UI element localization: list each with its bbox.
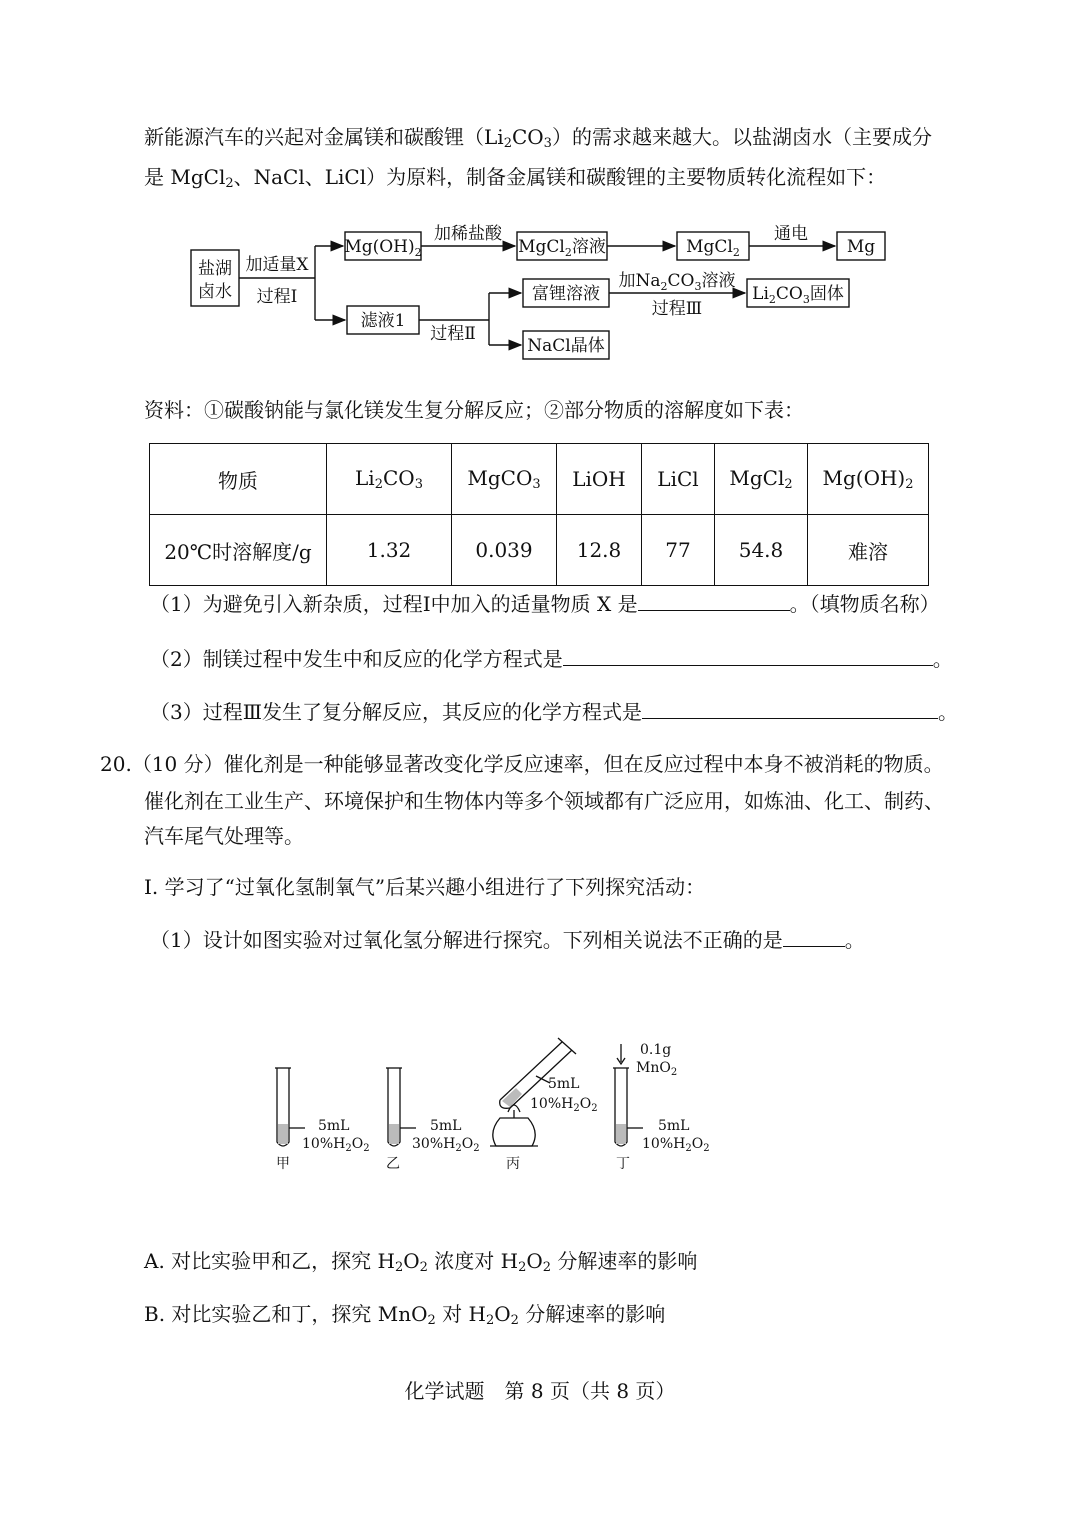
option-b: B. 对比实验乙和丁，探究 MnO$_2$ 对 $H_2O_2$ 分解速率的影响 [144, 1302, 666, 1328]
table-cell: 难溶 [808, 515, 929, 586]
answer-blank-20-1[interactable] [783, 926, 845, 947]
question-20-line-1: 20.（10 分）催化剂是一种能够显著改变化学反应速率，但在反应过程中本身不被消耗的物质。 [100, 752, 944, 776]
info-line: 资料：①碳酸钠能与氯化镁发生复分解反应；②部分物质的溶解度如下表： [144, 398, 804, 422]
table-cell: 54.8 [715, 515, 808, 586]
table-col-mgoh2: $Mg(OH)_2$ [808, 444, 929, 515]
intro-line-2: 是 MgCl$_2$、NaCl、LiCl）为原料，制备金属镁和碳酸锂的主要物质转化流程如下： [144, 165, 887, 191]
step2-process: 过程Ⅱ [430, 324, 476, 344]
conc-label-ding: $10\%H_2O_2$ [642, 1136, 710, 1154]
nacl-label: NaCl晶体 [527, 336, 605, 356]
liquid-jia [278, 1124, 288, 1144]
conc-label-jia: $10\%H_2O_2$ [302, 1136, 370, 1154]
table-col-li2co3: $Li_2CO_3$ [327, 444, 452, 515]
solubility-table [149, 443, 929, 586]
answer-blank-19-3[interactable] [642, 698, 938, 719]
table-header-label: 物质 [150, 444, 327, 515]
question-19-3: （3）过程Ⅲ发生了复分解反应，其反应的化学方程式是 。 [150, 700, 959, 724]
experiment-apparatus-figure [260, 1028, 740, 1178]
filtrate-label: 滤液1 [360, 311, 406, 331]
table-cell: 1.32 [327, 515, 452, 586]
label-jia: 甲 [276, 1156, 290, 1172]
brine-label-1: 盐湖 [198, 259, 232, 279]
mgcl2-solution-label: MgCl$_2$溶液 [518, 237, 606, 259]
liquid-yi [389, 1124, 399, 1144]
option-a: A. 对比实验甲和乙，探究 $H_2O_2$ 浓度对 $H_2O_2$ 分解速率的影响 [144, 1249, 698, 1275]
table-col-mgco3: MgCO$_3$ [452, 444, 557, 515]
process-flow-diagram [185, 218, 905, 368]
table-col-mgcl2: MgCl$_2$ [715, 444, 808, 515]
table-row [150, 515, 929, 586]
liquid-bing [502, 1088, 522, 1107]
table-cell: 12.8 [557, 515, 642, 586]
answer-blank-19-1[interactable] [638, 590, 790, 611]
conc-label-bing: $10\%H_2O_2$ [530, 1096, 598, 1114]
step1-process: 过程Ⅰ [256, 287, 298, 307]
question-20-line-2: 催化剂在工业生产、环境保护和生物体内等多个领域都有广泛应用，如炼油、化工、制药、 [144, 789, 944, 813]
table-header-row [150, 444, 929, 515]
table-cell: 77 [642, 515, 715, 586]
label-bing: 丙 [506, 1156, 520, 1172]
question-19-1: （1）为避免引入新杂质，过程Ⅰ中加入的适量物质 X 是 。（填物质名称） [150, 592, 940, 616]
label-yi: 乙 [386, 1156, 400, 1172]
vol-label-bing: 5mL [548, 1076, 580, 1092]
intro-line-1: 新能源汽车的兴起对金属镁和碳酸锂$(Li_2CO_3)$的需求越来越大。以盐湖卤水（主要成分 [144, 125, 932, 151]
question-20-sub-1: （1）设计如图实验对过氧化氢分解进行探究。下列相关说法不正确的是 。 [150, 928, 865, 952]
mno2-label: MnO$_2$ [636, 1060, 678, 1078]
li-rich-label: 富锂溶液 [532, 284, 600, 304]
na2co3-label: 加$Na_2CO_3$溶液 [618, 271, 736, 293]
question-20-number: 20. [100, 752, 132, 776]
mgcl2-label: MgCl$_2$ [686, 237, 740, 259]
mgoh2-label: $Mg(OH)_2$ [344, 237, 422, 259]
acid-label: 加稀盐酸 [434, 224, 502, 244]
conc-label-yi: $30\%H_2O_2$ [412, 1136, 480, 1154]
vol-label-ding: 5mL [658, 1118, 690, 1134]
liquid-ding [616, 1124, 626, 1144]
step1-reagent: 加适量X [245, 255, 309, 275]
vol-label-yi: 5mL [430, 1118, 462, 1134]
table-col-licl: LiCl [642, 444, 715, 515]
vol-label-jia: 5mL [318, 1118, 350, 1134]
question-20-part-1: I. 学习了“过氧化氢制氧气”后某兴趣小组进行了下列探究活动： [144, 875, 706, 899]
step3-process: 过程Ⅲ [651, 299, 703, 319]
mg-label: Mg [846, 237, 876, 257]
question-20-line-3: 汽车尾气处理等。 [144, 824, 304, 848]
li2co3-label: $Li_2CO_3$固体 [752, 284, 844, 306]
electrolysis-label: 通电 [774, 224, 808, 244]
answer-blank-19-2[interactable] [563, 645, 933, 666]
table-row-label: 20℃时溶解度/g [150, 515, 327, 586]
mno2-mass-label: 0.1g [640, 1042, 672, 1058]
brine-label-2: 卤水 [198, 282, 232, 302]
question-19-2: （2）制镁过程中发生中和反应的化学方程式是 。 [150, 647, 953, 671]
label-ding: 丁 [616, 1156, 630, 1172]
table-col-lioh: LiOH [557, 444, 642, 515]
table-cell: 0.039 [452, 515, 557, 586]
page-footer: 化学试题 第 8 页（共 8 页） [404, 1379, 676, 1403]
